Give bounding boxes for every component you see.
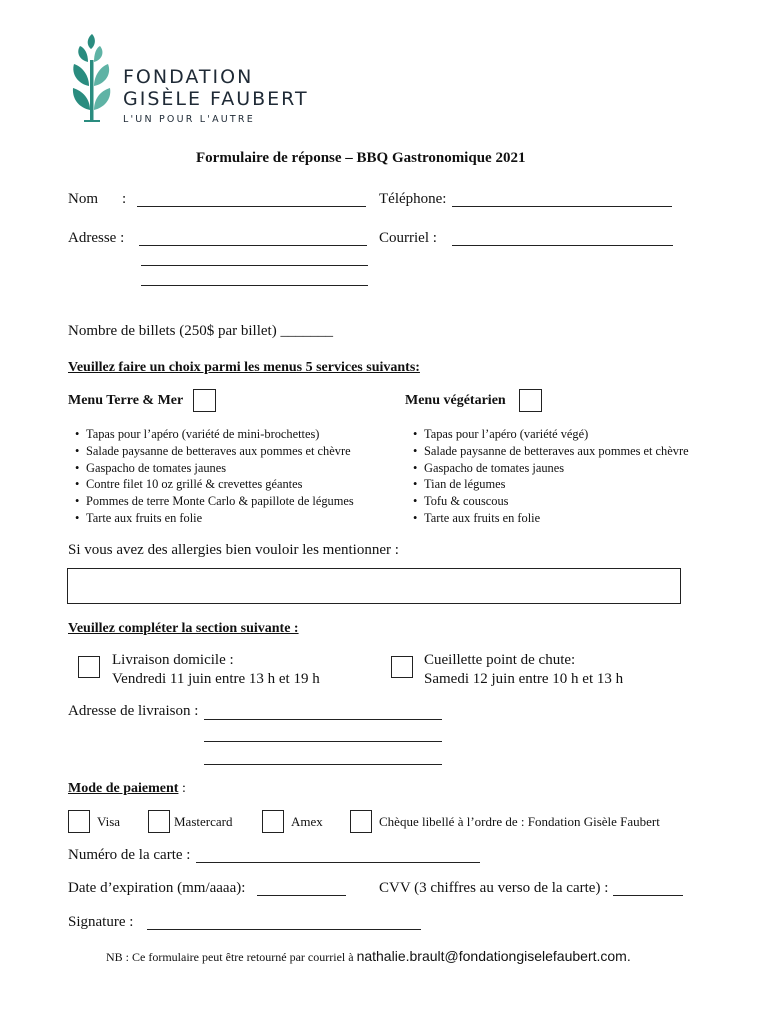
adresse-livraison-field-line1[interactable] xyxy=(204,719,442,720)
menu-vegetarien-list xyxy=(413,426,689,527)
paiement-colon: : xyxy=(178,781,186,796)
list-item: • Tian de légumes xyxy=(413,476,689,493)
cueillette-line2: Samedi 12 juin entre 10 h et 13 h xyxy=(424,671,624,687)
allergies-input[interactable] xyxy=(67,568,681,604)
telephone-field[interactable] xyxy=(452,206,672,207)
menu-heading: Veuillez faire un choix parmi les menus 5 services suivants: xyxy=(68,360,420,375)
visa-checkbox[interactable] xyxy=(68,810,90,833)
adresse-livraison-field-line2[interactable] xyxy=(204,741,442,742)
list-item: • Tapas pour l’apéro (variété végé) xyxy=(413,426,689,443)
amex-checkbox[interactable] xyxy=(262,810,284,833)
list-item: • Tofu & couscous xyxy=(413,493,689,510)
org-tagline: L'UN POUR L'AUTRE xyxy=(123,114,255,125)
footer-note: NB : Ce formulaire peut être retourné par courriel à xyxy=(106,950,357,964)
telephone-label: Téléphone: xyxy=(379,191,447,207)
adresse-label: Adresse : xyxy=(68,230,125,246)
list-item: • Gaspacho de tomates jaunes xyxy=(413,460,689,477)
adresse-livraison-field-line3[interactable] xyxy=(204,764,442,765)
list-item: • Tapas pour l’apéro (variété de mini-brochettes) xyxy=(75,426,354,443)
list-item: • Salade paysanne de betteraves aux pommes et chèvre xyxy=(413,443,689,460)
signature-field[interactable] xyxy=(147,929,421,930)
list-item: • Pommes de terre Monte Carlo & papillote de légumes xyxy=(75,493,354,510)
menu-terre-mer-list xyxy=(75,426,354,527)
list-item: • Tarte aux fruits en folie xyxy=(75,510,354,527)
adresse-field-line1[interactable] xyxy=(139,245,367,246)
carte-label: Numéro de la carte : xyxy=(68,847,191,863)
form-title: Formulaire de réponse – BBQ Gastronomique 2021 xyxy=(196,150,526,166)
adresse-livraison-label: Adresse de livraison : xyxy=(68,703,199,719)
logo xyxy=(70,32,320,127)
list-item: • Tarte aux fruits en folie xyxy=(413,510,689,527)
expiration-field[interactable] xyxy=(257,895,346,896)
allergies-label: Si vous avez des allergies bien vouloir les mentionner : xyxy=(68,542,399,558)
nom-label: Nom xyxy=(68,191,98,207)
cueillette-checkbox[interactable] xyxy=(391,656,413,678)
footer-email-link[interactable]: nathalie.brault@fondationgiselefaubert.com. xyxy=(356,948,631,964)
livraison-line1: Livraison domicile : xyxy=(112,652,234,668)
mastercard-label: Mastercard xyxy=(174,814,233,829)
courriel-field[interactable] xyxy=(452,245,673,246)
menu-vegetarien-checkbox[interactable] xyxy=(519,389,542,412)
menu-terre-mer-label: Menu Terre & Mer xyxy=(68,393,184,408)
adresse-field-line2[interactable] xyxy=(141,265,368,266)
nom-colon: : xyxy=(122,191,127,207)
livraison-checkbox[interactable] xyxy=(78,656,100,678)
cheque-label: Chèque libellé à l’ordre de : Fondation Gisèle Faubert xyxy=(379,814,660,829)
cheque-checkbox[interactable] xyxy=(350,810,372,833)
billets-label[interactable]: Nombre de billets (250$ par billet) _______ xyxy=(68,323,333,339)
livraison-line2: Vendredi 11 juin entre 13 h et 19 h xyxy=(112,671,320,687)
list-item: • Gaspacho de tomates jaunes xyxy=(75,460,354,477)
courriel-label: Courriel : xyxy=(379,230,437,246)
menu-vegetarien-label: Menu végétarien xyxy=(405,393,506,408)
list-item: • Contre filet 10 oz grillé & crevettes géantes xyxy=(75,476,354,493)
mastercard-checkbox[interactable] xyxy=(148,810,170,833)
cvv-field[interactable] xyxy=(613,895,683,896)
footer-note-row xyxy=(106,948,631,966)
org-name-line1: FONDATION xyxy=(123,66,254,88)
visa-label: Visa xyxy=(97,814,121,829)
cueillette-line1: Cueillette point de chute: xyxy=(424,652,576,668)
adresse-field-line3[interactable] xyxy=(141,285,368,286)
paiement-heading: Mode de paiement xyxy=(68,781,179,796)
nom-field[interactable] xyxy=(137,206,366,207)
tree-logo-icon xyxy=(70,32,118,124)
carte-field[interactable] xyxy=(196,862,480,863)
signature-label: Signature : xyxy=(68,914,134,930)
expiration-label: Date d’expiration (mm/aaaa): xyxy=(68,880,246,896)
paiement-heading-row xyxy=(68,781,186,797)
section-heading: Veuillez compléter la section suivante : xyxy=(68,621,299,636)
menu-terre-mer-checkbox[interactable] xyxy=(193,389,216,412)
list-item: • Salade paysanne de betteraves aux pommes et chèvre xyxy=(75,443,354,460)
cvv-label: CVV (3 chiffres au verso de la carte) : xyxy=(379,880,609,896)
org-name-line2: GISÈLE FAUBERT xyxy=(123,88,309,110)
amex-label: Amex xyxy=(291,814,323,829)
